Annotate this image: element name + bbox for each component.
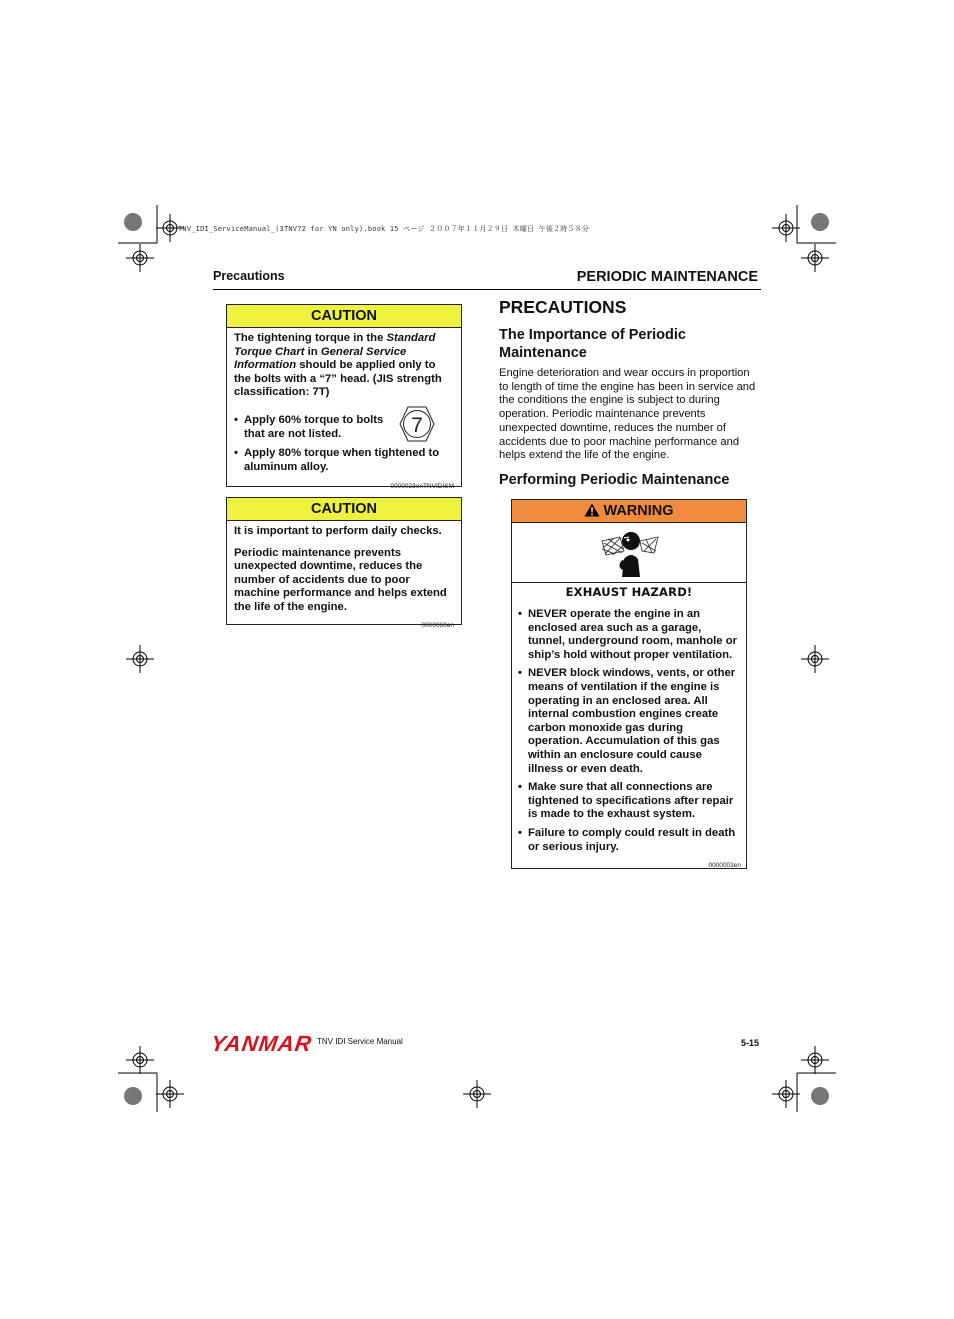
yanmar-logo: YANMAR (209, 1031, 314, 1056)
warning-label: WARNING (603, 503, 674, 519)
caution-label: CAUTION (227, 305, 461, 328)
warning-bullets (518, 608, 737, 854)
bolt-mark: 7 (411, 414, 423, 437)
caution-box-torque (226, 304, 462, 491)
caution-line-1: It is important to perform daily checks. (234, 525, 442, 537)
caution-code: 0000060en (421, 621, 454, 629)
list-item: • Make sure that all connections are tightened to specifications after repair is made to the exhaust system. (518, 781, 737, 822)
caution-label: CAUTION (227, 498, 461, 521)
warning-box-exhaust (511, 499, 747, 869)
list-item: • NEVER block windows, vents, or other means of ventilation if the engine is operating in an enclosed area. All internal combustion engines create carbon monoxide gas during operation. Accumulation of this gas within an enclosure could cause illness or even death. (518, 667, 737, 776)
hazard-title: EXHAUST HAZARD! (565, 585, 693, 599)
warning-pictogram-area (512, 523, 746, 583)
section-header-right: PERIODIC MAINTENANCE (576, 269, 758, 285)
caution-code: 0000023enTNVIDISM (390, 483, 454, 491)
subheading-performing: Performing Periodic Maintenance (499, 472, 730, 488)
list-item: • Apply 60% torque to bolts that are not listed. (234, 414, 394, 441)
body-paragraph: Engine deterioration and wear occurs in proportion to length of time the engine has been in service and the conditions the engine is subject to during operation. Periodic maintenance prevents unexpected downtime, reduces the number of accidents due to poor machine performance and helps extend the life of the engine. (499, 367, 756, 462)
footer-manual-title: TNV IDI Service Manual (317, 1037, 403, 1046)
caution-torque-intro: The tightening torque in the Standard Torque Chart in General Service Information should be applied only to the bolts with a “7” head. (JIS strength classification: 7T) (234, 332, 442, 399)
exhaust-fumes-person-icon (600, 529, 660, 579)
subheading-importance: The Importance of Periodic Maintenance (499, 327, 686, 361)
print-info-line: TNV_IDI_ServiceManual_(3TNV72 for YN only).book 15 ページ ２００７年１１月２９日 木曜日 午後２時５８分 (178, 225, 590, 233)
warning-triangle-icon (584, 503, 600, 517)
bolt-head-icon (397, 404, 437, 444)
caution-box-daily-checks (226, 497, 462, 629)
page-number: 5-15 (740, 1038, 759, 1048)
page-title: PRECAUTIONS (499, 297, 627, 317)
caution-line-2: Periodic maintenance prevents unexpected downtime, reduces the number of accidents due to poor machine performance and helps extend the life of the engine. (234, 546, 447, 613)
list-item: • Apply 80% torque when tightened to aluminum alloy. (234, 447, 454, 474)
list-item: • NEVER operate the engine in an enclosed area such as a garage, tunnel, underground room, manhole or ship’s hold without proper ventilation. (518, 608, 737, 662)
section-header-left: Precautions (213, 269, 285, 283)
list-item: • Failure to comply could result in death or serious injury. (518, 827, 737, 854)
header-rule (213, 289, 761, 290)
warning-header (512, 500, 746, 523)
warning-code: 0000003en (708, 862, 741, 870)
